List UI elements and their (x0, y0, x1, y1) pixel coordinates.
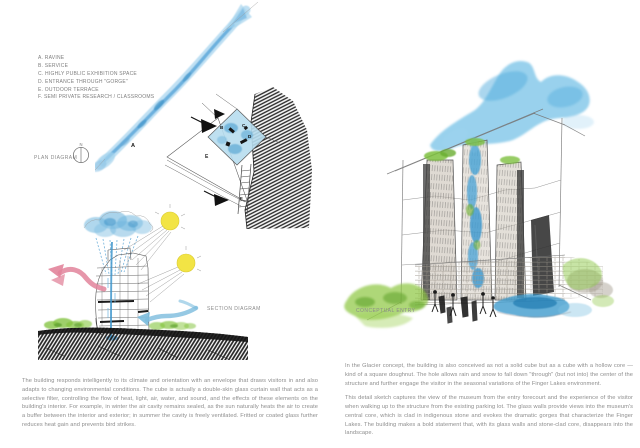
sky-watercolor (430, 61, 594, 151)
legend-item-research: F. SEMI PRIVATE RESEARCH / CLASSROOMS (38, 94, 155, 101)
plan-diagram-sketch (95, 2, 317, 230)
legend-item-terrace: E. OUTDOOR TERRACE (38, 86, 99, 93)
entry-vegetation-left (344, 283, 428, 328)
detail-sketch-paragraph: This detail sketch captures the view of the museum from the entry forecourt and the experience of the visitor when walking up to the structure from the existing parking lot. The glass walls provide views into the museum's central core, which is clad in indigenous stone and evokes the dramatic gorges that characterize the Finger Lakes. The building makes a bold statement that, with its glass walls and stone-clad core, disappears into the landscape. (345, 395, 633, 437)
vegetation-left (44, 318, 92, 329)
plan-marker-f: F (240, 196, 243, 201)
plan-marker-e: E (205, 154, 209, 160)
sun-icon-lower (138, 246, 201, 302)
sun-rays-lower (138, 267, 184, 302)
plan-marker-b: B (220, 125, 224, 130)
building-section-sketch (96, 248, 149, 335)
conceptual-entry-label: CONCEPTUAL ENTRY (356, 308, 416, 314)
warm-air-arrow (48, 264, 104, 289)
plan-diagram-label: PLAN DIAGRAM (34, 155, 78, 161)
plan-marker-c: C (242, 123, 246, 128)
left-body-paragraph: The building responds intelligently to its climate and orientation with an envelope that draws visitors in and also adapts to changing environmental conditions. The cube is actually a double-skin glass curtain wall that acts as a selective filter, controlling the flow of heat, light, air, water, and sound, and the effects of these elements on the building's interior. For example, in winter the air cavity remains sealed, as the sun naturally heats the air to create a buffer between the interior and exterior; in summer the cavity is freely ventilated. Fritted or coated glass further reduces heat gain and prevents bird strikes. (22, 378, 318, 428)
legend-item-service: B. SERVICE (38, 62, 69, 69)
entry-vegetation-right (563, 258, 614, 307)
gorge-slope-hatching (245, 87, 312, 229)
section-diagram-sketch (38, 198, 248, 364)
legend-item-exhibition: C. HIGHLY PUBLIC EXHIBITION SPACE (38, 70, 137, 77)
compass-north-label: N (79, 142, 83, 147)
legend-item-ravine: A. RAVINE (38, 55, 65, 61)
plan-marker-a: A (131, 143, 136, 149)
ground-hatching (38, 328, 248, 360)
plan-marker-d: D (248, 134, 252, 139)
glacier-concept-paragraph: In the Glacier concept, the building is also conceived as not a solid cube but as a cube with a hollow core — kind of a square doughnut. The hole allows rain and snow to fall down "through" (but not into) the center of the structure and further engage the visitor in the seasonal variations of the Finger Lakes environment. (345, 363, 633, 387)
conceptual-entry-sketch (335, 50, 635, 336)
north-compass-icon (71, 140, 91, 166)
right-body-text (345, 362, 633, 438)
rain-cloud-icon (84, 211, 152, 237)
section-diagram-label: SECTION DIAGRAM (207, 306, 261, 312)
legend-item-entrance: D. ENTRANCE THROUGH "GORGE" (38, 78, 128, 85)
vegetation-right (149, 321, 196, 330)
